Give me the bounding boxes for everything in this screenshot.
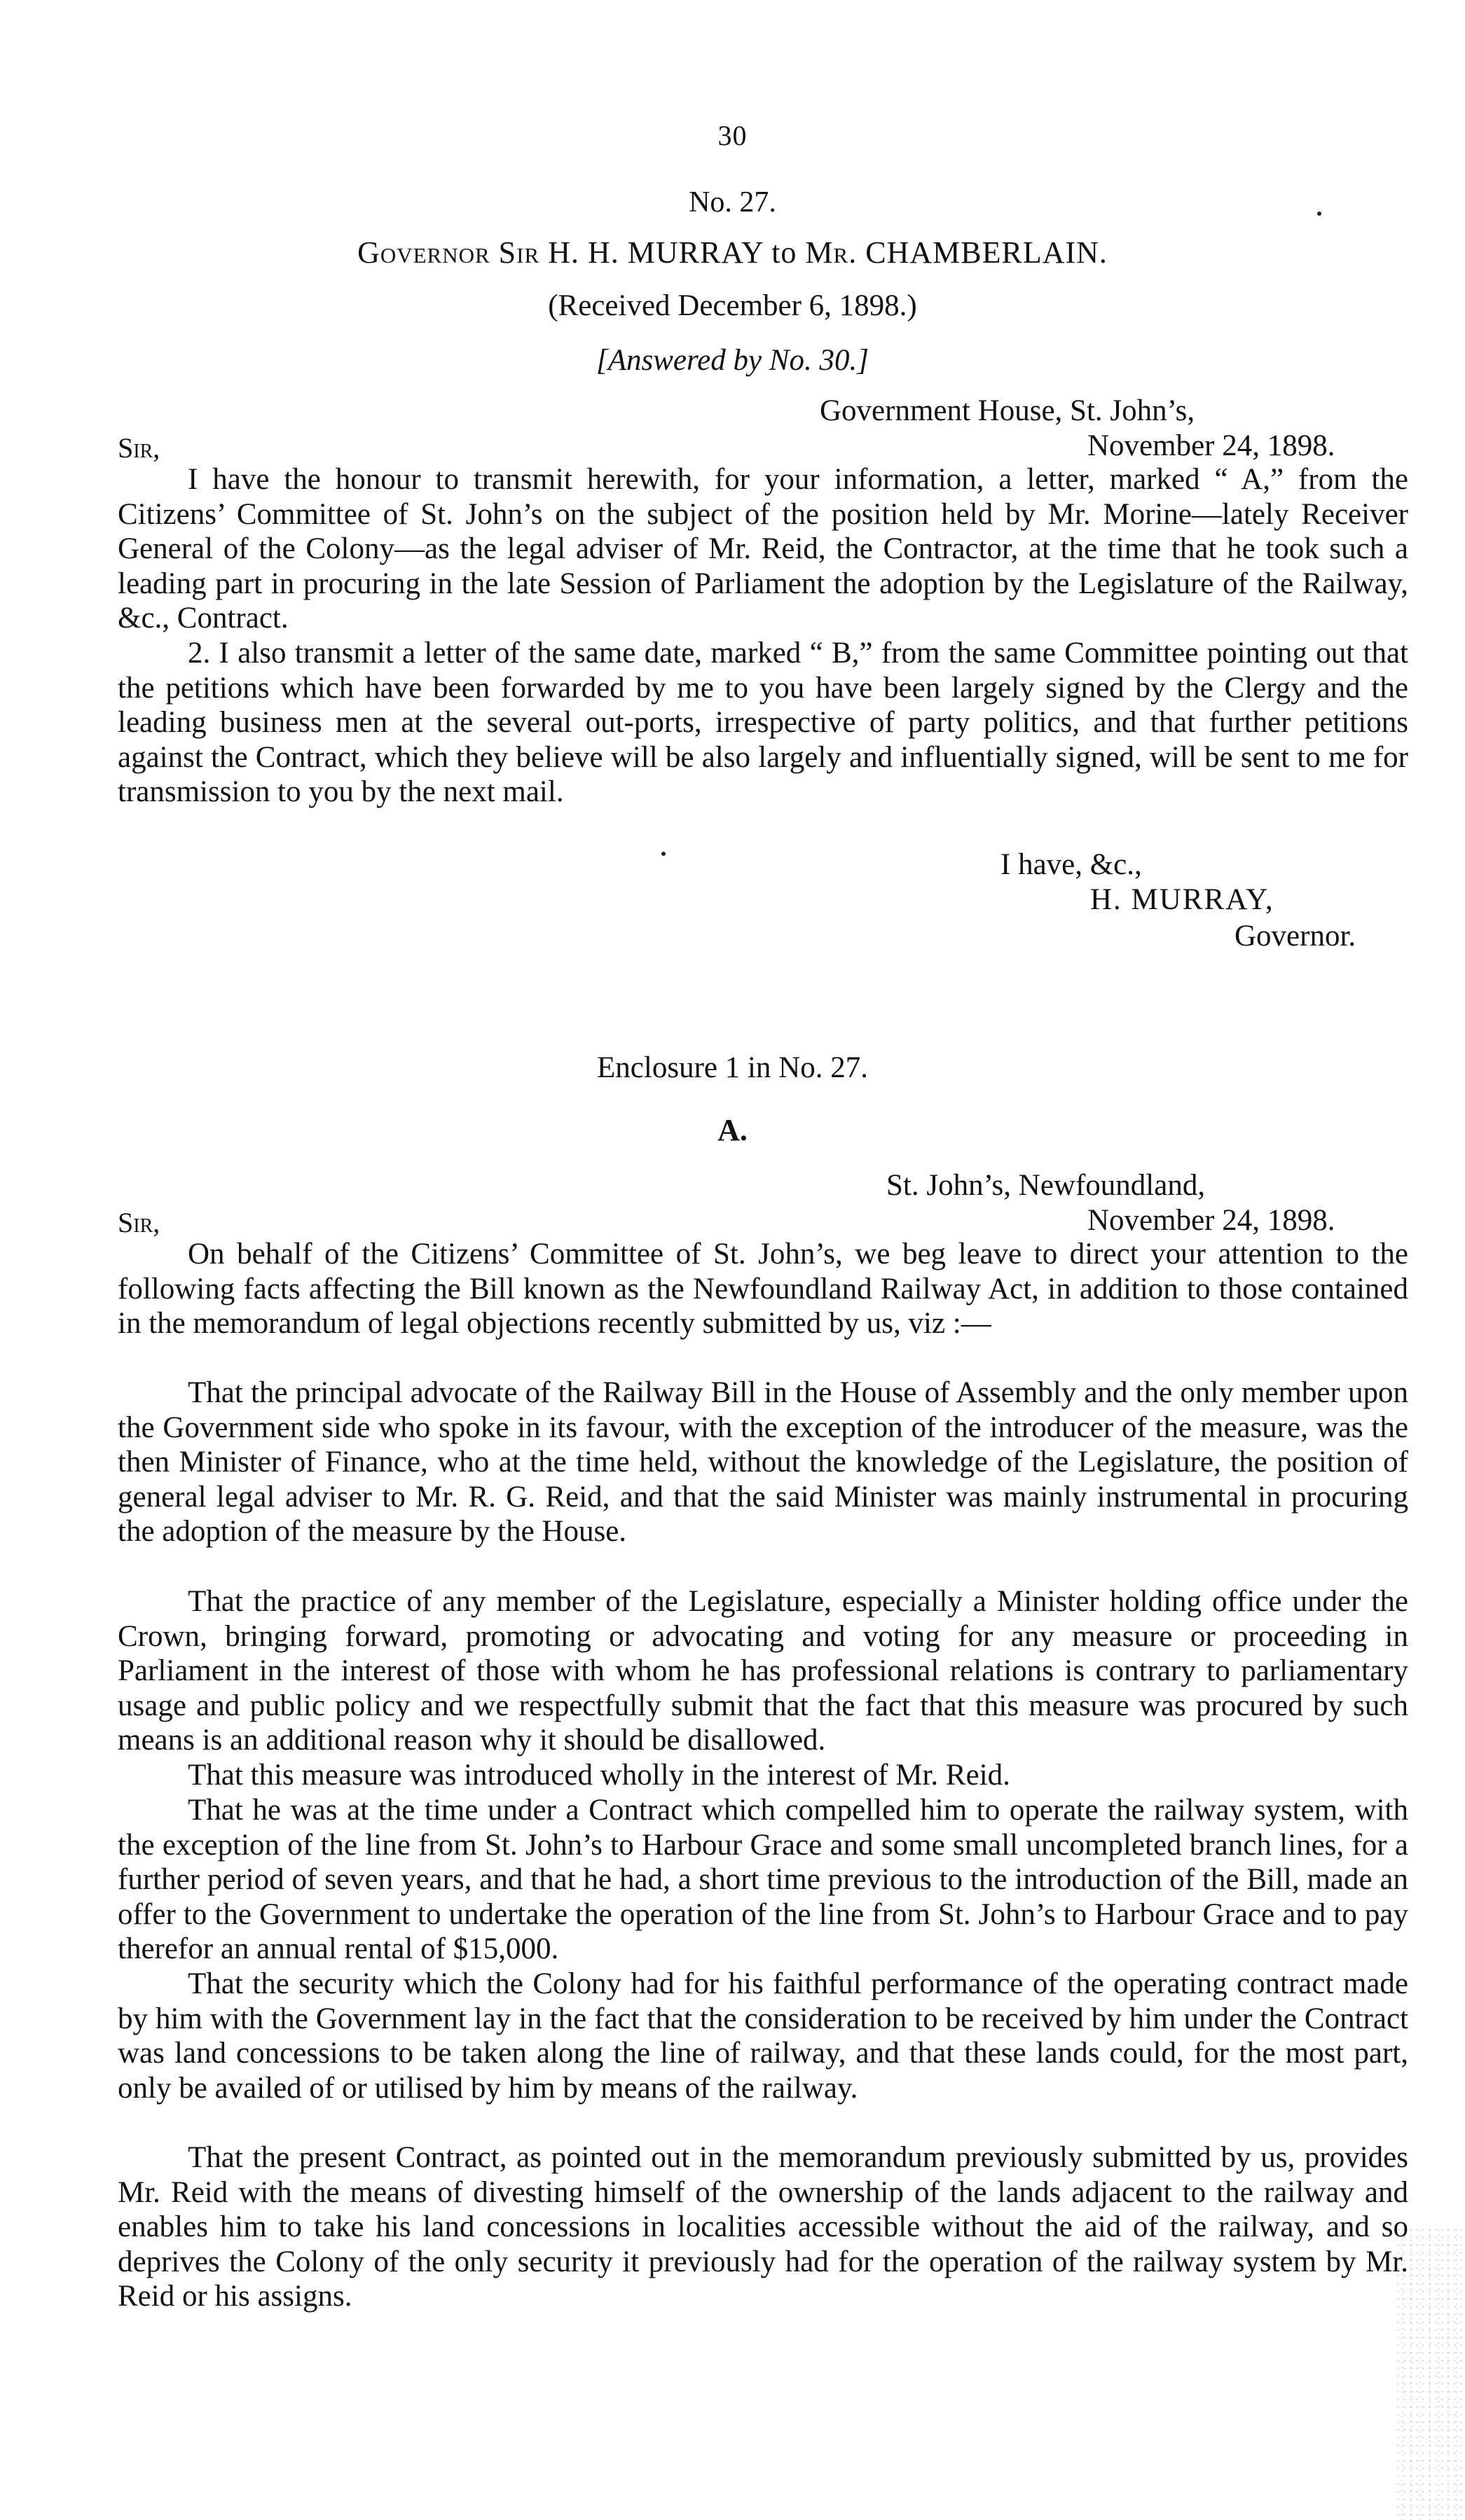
signature: H. MURRAY, [1090, 883, 1274, 916]
enclosure-letter-mark: A. [717, 1113, 748, 1147]
speck-mark [661, 852, 666, 856]
enclosure-date: November 24, 1898. [1087, 1204, 1335, 1237]
page-number: 30 [717, 120, 748, 151]
scan-noise [1395, 2226, 1465, 2520]
letter-salutation: Sir, [118, 432, 160, 464]
enclosure-address: St. John’s, Newfoundland, [886, 1169, 1206, 1202]
enclosure-paragraph-5: That he was at the time under a Contract which compelled him to operate the railway system, with the exception of the line from St. John’s to Harbour Grace and some small uncompleted branch lines, for a further period of seven years, and that he had, a short time previous to the introduction of the Bill, made an offer to the Government to undertake the operation of the line from St. John’s to Harbour Grace and to pay therefor an annual rental of $15,000. [118, 1794, 1408, 1965]
recipient-prefix: Mr. [805, 235, 858, 270]
letter-paragraph-2: 2. I also transmit a letter of the same date, marked “ B,” from the same Committee pointing out that the petitions which have been forwarded by me to you have been largely signed by the Clergy and the leading business men at the several out-ports, irrespective of party politics, and that further petitions against the Contract, which they believe will be also largely and influentially signed, will be sent to me for transmission to you by the next mail. [118, 637, 1408, 808]
enclosure-paragraph-1: On behalf of the Citizens’ Committee of St. John’s, we beg leave to direct your attention to the following facts affecting the Bill known as the Newfoundland Railway Act, in addition to those contained in the memorandum of legal objections recently submitted by us, viz :— [118, 1238, 1408, 1340]
enclosure-paragraph-6: That the security which the Colony had for his faithful performance of the operating contract made by him with the Government lay in the fact that the consideration to be received by him under the Contract was land concessions to be taken along the line of railway, and that these lands could, for the most part, only be availed of or utilised by him by means of the railway. [118, 1967, 1408, 2105]
recipient-name: CHAMBERLAIN. [865, 235, 1108, 270]
title-to: to [771, 235, 797, 270]
governor-name: H. H. MURRAY [548, 235, 764, 270]
enclosure-salutation: Sir, [118, 1207, 160, 1238]
document-title [0, 235, 1465, 270]
speck-mark [1317, 212, 1321, 216]
letter-address: Government House, St. John’s, [820, 394, 1195, 427]
letter-paragraph-1: I have the honour to transmit herewith, for your information, a letter, marked “ A,” from the Citizens’ Committee of St. John’s on the subject of the position held by Mr. Morine—lately Receiver General of the Colony—as the legal adviser of Mr. Reid, the Contractor, at the time that he took such a leading part in procuring in the late Session of Parliament the adoption by the Legislature of the Railway, &c., Contract. [118, 463, 1408, 635]
governor-prefix: Governor Sir [357, 235, 540, 270]
enclosure-paragraph-7: That the present Contract, as pointed out in the memorandum previously submitted by us, provides Mr. Reid with the means of divesting himself of the ownership of the lands adjacent to the railway and enables him to take his land concessions in localities accessible without the aid of the railway, and so deprives the Colony of the only security it previously had for the operation of the railway system by Mr. Reid or his assigns. [118, 2141, 1408, 2313]
answered-note: [Answered by No. 30.] [596, 344, 869, 377]
closing: I have, &c., [1000, 848, 1142, 881]
enclosure-paragraph-3: That the practice of any member of the Legislature, especially a Minister holding office under the Crown, bringing forward, promoting or advocating and voting for any measure or proceeding in Parliament in the interest of those with whom he has professional relations is contrary to parliamentary usage and public policy and we respectfully submit that the fact that this measure was procured by such means is an additional reason why it should be disallowed. [118, 1585, 1408, 1757]
enclosure-paragraph-4: That this measure was introduced wholly in the interest of Mr. Reid. [188, 1759, 1010, 1792]
signature-title: Governor. [1234, 920, 1356, 953]
received-date: (Received December 6, 1898.) [548, 289, 917, 322]
enclosure-paragraph-2: That the principal advocate of the Railway Bill in the House of Assembly and the only member upon the Government side who spoke in its favour, with the exception of the introducer of the measure, was the then Minister of Finance, who at the time held, without the knowledge of the Legislature, the position of general legal adviser to Mr. R. G. Reid, and that the said Minister was mainly instrumental in procuring the adoption of the measure by the House. [118, 1376, 1408, 1548]
letter-date: November 24, 1898. [1087, 429, 1335, 462]
enclosure-heading: Enclosure 1 in No. 27. [597, 1051, 868, 1084]
document-number: No. 27. [689, 186, 776, 219]
